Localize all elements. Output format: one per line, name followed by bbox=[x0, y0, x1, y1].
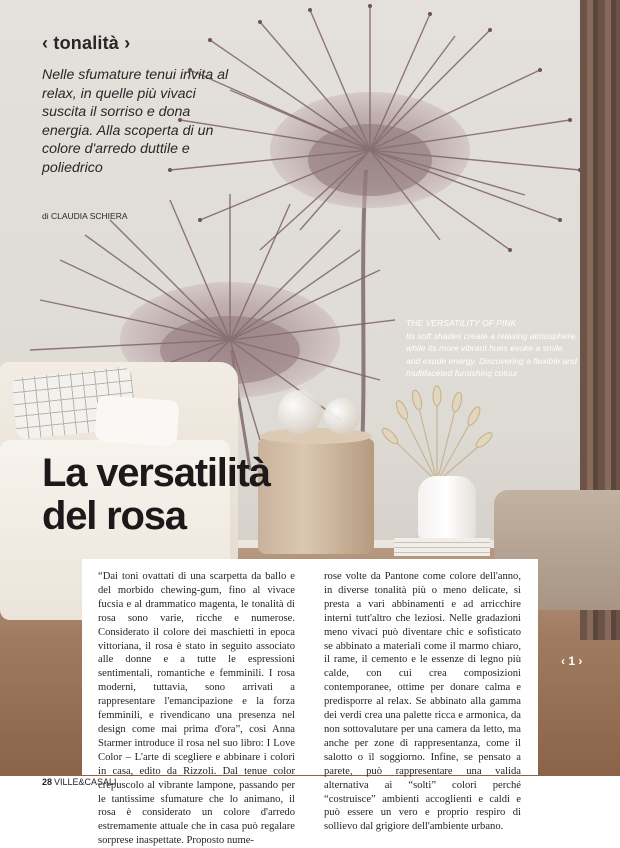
white-pillow bbox=[94, 395, 179, 447]
lede-paragraph: Nelle sfumature tenui invita al relax, in quelle più vivaci suscita il sorriso e dona energia. Alla scoperta di un colore d'arredo duttile e poliedrico bbox=[42, 67, 229, 176]
stacked-books bbox=[394, 538, 490, 556]
glass-globe bbox=[324, 398, 360, 434]
section-tag: ‹ tonalità › bbox=[42, 33, 131, 53]
caption-body: Its soft shades create a relaxing atmosphere, while its more vibrant hues evoke a smile and exude energy. Discovering a flexible and multifaceted furnishing colour bbox=[406, 330, 578, 379]
byline: di CLAUDIA SCHIERA bbox=[42, 211, 128, 221]
photo-number-marker: ‹ 1 › bbox=[561, 654, 583, 668]
caption-title: THE VERSATILITY OF PINK bbox=[406, 318, 517, 328]
article-column-1: “Dai toni ovattati di una scarpetta da ballo e del morbido chewing-gum, fino al vivace fucsia e al drammatico magenta, le tonalità di rosa sono varie, ricche e numerose. Considerato il colore dei maschietti in epoca vittoriana, il rosa è stato in seguito associato alle donne e a tutte le espressioni sentimentali, romantiche e femminili. I rosa moderni, tuttavia, sono arrivati a rappresentare l'emancipazione e la forza femminili, e rivendicano una presenza nel design come mai prima d'ora”, così Anna Starmer introduce il rosa nel suo libro: I Love Color – L'arte di scegliere e abbinare i colori in casa, edito da Rizzoli. Dal tenue color crepuscolo al vibrante lampone, passando per le tantissime sfumature che lo animano, il rosa è considerato un colore d'arredo estremamente attuale che in casa può regalare sorprese inaspettate. Proposto nume- bbox=[98, 571, 295, 847]
article-column-2: rose volte da Pantone come colore dell'anno, in diverse tonalità più o meno delicate, si presta a vari abbinamenti e ad arricchire interni tutt'altro che leziosi. Nelle gradazioni meno vivaci può diventare chic e sofisticato se abbinato a materiali come il marmo chiaro, il rame, il cemento e le essenze di legno più calde, con cui crea composizioni contemporanee, ottime per donare calma e predisporre al relax. Se abbinato alla gamma dei verdi crea una palette ricca e armonica, da non sottovalutare per una camera da letto, ma anche per zone di rappresentanza, come il salotto o il soggiorno. Infine, se pensato a parete, può rappresentare una valida alternativa ai “solti” colori perché “costruisce” ambienti accoglienti e caldi e può essere un vero e proprio respiro di sollievo dal grigiore dell'ambiente urbano. bbox=[324, 571, 521, 833]
wooden-stool bbox=[258, 430, 374, 554]
dried-grass-bouquet bbox=[382, 392, 492, 484]
photo-caption bbox=[406, 317, 578, 380]
headline-line-1: La versatilità bbox=[42, 451, 270, 495]
page-folio bbox=[42, 777, 117, 787]
headline-line-2: del rosa bbox=[42, 494, 186, 538]
page-number: 28 bbox=[42, 777, 53, 787]
stool-top bbox=[260, 428, 372, 444]
magazine-name: VILLE&CASALI bbox=[54, 777, 117, 787]
article-headline bbox=[42, 452, 270, 538]
white-vase bbox=[418, 476, 476, 544]
glass-globe bbox=[278, 390, 322, 434]
